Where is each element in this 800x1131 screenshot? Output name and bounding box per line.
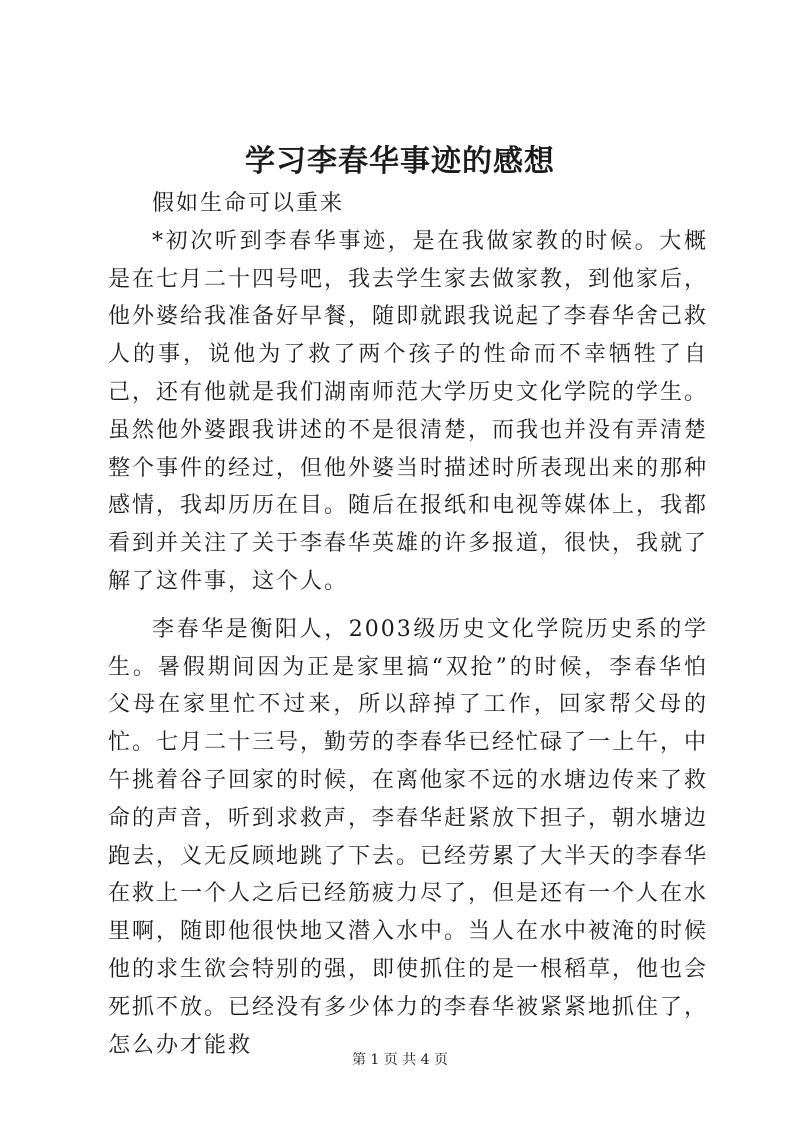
document-body [108,185,708,1064]
body-paragraph: 李春华是衡阳人，2003级历史文化学院历史系的学生。暑假期间因为正是家里搞“双抢”的时候，李春华怕父母在家里忙不过来，所以辞掉了工作，回家帮父母的忙。七月二十三号，勤劳的李春华已经忙碌了一上午，中午挑着谷子回家的时候，在离他家不远的水塘边传来了救命的声音，听到求救声，李春华赶紧放下担子，朝水塘边跑去，义无反顾地跳了下去。已经劳累了大半天的李春华在救上一个人之后已经筋疲力尽了，但是还有一个人在水里啊，随即他很快地又潜入水中。当人在水中被淹的时候他的求生欲会特别的强，即使抓住的是一根稻草，他也会死抓不放。已经没有多少体力的李春华被紧紧地抓住了，怎么办才能救 [108,616,709,1058]
subtitle-paragraph: 假如生命可以重来 [152,191,345,216]
body-paragraph: *初次听到李春华事迹，是在我做家教的时候。大概是在七月二十四号吧，我去学生家去做家教，到他家后，他外婆给我准备好早餐，随即就跟我说起了李春华舍己救人的事，说他为了救了两个孩子的性命而不幸牺牲了自己，还有他就是我们湖南师范大学历史文化学院的学生。虽然他外婆跟我讲述的不是很清楚，而我也并没有弄清楚整个事件的经过，但他外婆当时描述时所表现出来的那种感情，我却历历在目。随后在报纸和电视等媒体上，我都看到并关注了关于李春华英雄的许多报道，很快，我就了解了这件事，这个人。 [108,228,709,594]
page-footer: 第 1 页 共 4 页 [351,1052,449,1068]
page-title: 学习李春华事迹的感想 [245,144,555,179]
